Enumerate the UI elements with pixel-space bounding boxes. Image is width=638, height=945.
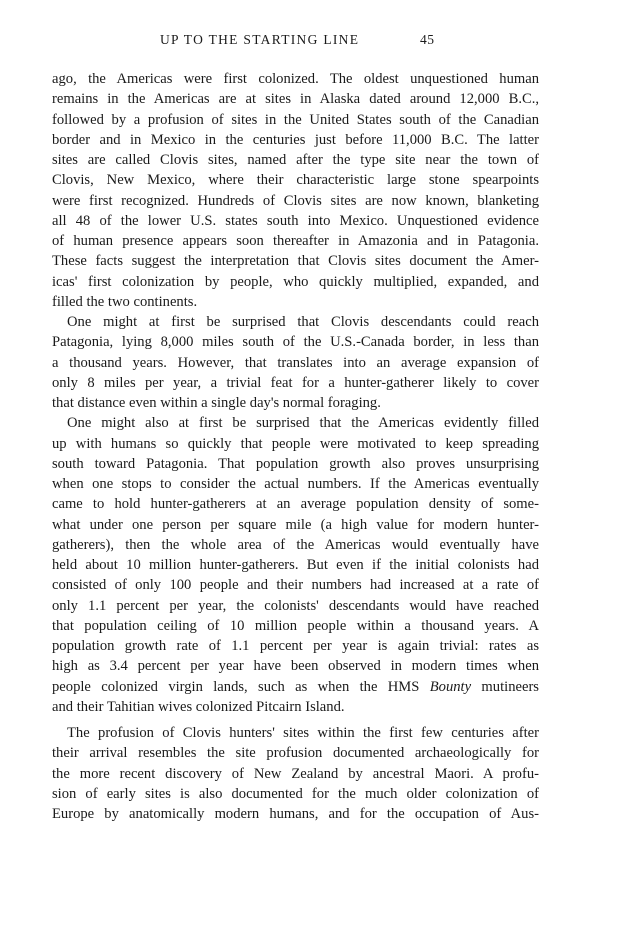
paragraph	[52, 69, 539, 312]
text-line: The profusion of Clovis hunters' sites within the first few centuries after	[67, 725, 539, 741]
text-line: all 48 of the lower U.S. states south into Mexico. Unquestioned evidence	[52, 212, 539, 229]
text-line: what under one person per square mile (a high value for modern hunter-	[52, 516, 539, 533]
text-segment: mutineers	[471, 678, 539, 695]
text-line: and their Tahitian wives colonized Pitcairn Island.	[52, 698, 345, 715]
text-line: the more recent discovery of New Zealand by ancestral Maori. A profu-	[52, 765, 539, 782]
text-line: that distance even within a single day's normal foraging.	[52, 395, 381, 411]
text-line: remains in the Americas are at sites in Alaska dated around 12,000 B.C.,	[52, 91, 539, 108]
text-line: when one stops to consider the actual numbers. If the Americas eventually	[52, 476, 539, 492]
running-head: UP TO THE STARTING LINE	[160, 32, 360, 47]
text-line: population growth rate of 1.1 percent per year is again trivial: rates as	[52, 638, 539, 654]
text-line: icas' first colonization by people, who quickly multiplied, expanded, and	[52, 273, 539, 290]
text-line: consisted of only 100 people and their numbers had increased at a rate of	[52, 577, 539, 594]
text-line: up with humans so quickly that people were motivated to keep spreading	[52, 435, 539, 452]
text-line: that population ceiling of 10 million people within a thousand years. A	[52, 617, 539, 634]
text-line: of human presence appears soon thereafter in Amazonia and in Patagonia.	[52, 233, 539, 249]
text-line: Patagonia, lying 8,000 miles south of the U.S.-Canada border, in less than	[52, 334, 539, 351]
text-line-with-italic	[52, 677, 539, 697]
text-line: held about 10 million hunter-gatherers. But even if the initial colonists had	[52, 557, 539, 573]
italic-ship-name: Bounty	[429, 678, 472, 695]
text-line: only 8 miles per year, a trivial feat for a hunter-gatherer likely to cover	[52, 374, 539, 391]
text-line: came to hold hunter-gatherers at an average population density of some-	[52, 496, 539, 513]
text-line: high as 3.4 percent per year have been observed in modern times when	[52, 658, 539, 675]
text-line: ago, the Americas were first colonized. The oldest unquestioned human	[52, 71, 539, 87]
text-line: followed by a profusion of sites in the United States south of the Canadian	[52, 111, 539, 128]
text-line: a thousand years. However, that translates into an average expansion of	[52, 354, 539, 371]
text-line: Europe by anatomically modern humans, and for the occupation of Aus-	[52, 806, 539, 822]
text-line: gatherers), then the whole area of the Americas would eventually have	[52, 536, 539, 553]
text-line: border and in Mexico in the centuries just before 11,000 B.C. The latter	[52, 131, 539, 148]
text-line: sites are called Clovis sites, named after the type site near the town of	[52, 152, 539, 168]
text-segment: people colonized virgin lands, such as when the HMS	[52, 678, 420, 695]
text-line: south toward Patagonia. That population growth also proves unsurprising	[52, 455, 539, 472]
text-line: only 1.1 percent per year, the colonists' descendants would have reached	[52, 597, 539, 614]
paragraph	[52, 723, 539, 824]
paragraph	[52, 312, 539, 413]
body-text	[52, 69, 539, 824]
text-line: These facts suggest the interpretation that Clovis sites document the Amer-	[52, 253, 539, 270]
text-line: One might also at first be surprised that the Americas evidently filled	[67, 415, 539, 432]
paragraph	[52, 413, 539, 717]
text-line: filled the two continents.	[52, 293, 198, 310]
page-number: 45	[420, 32, 435, 47]
text-line: their arrival resembles the site profusion documented archaeologically for	[52, 745, 539, 762]
text-line: Clovis, New Mexico, where their characteristic large stone spearpoints	[52, 172, 539, 189]
text-line: sion of early sites is also documented for the much older colonization of	[52, 785, 539, 802]
text-line: One might at first be surprised that Clovis descendants could reach	[67, 314, 539, 330]
text-line: were first recognized. Hundreds of Clovis sites are now known, blanketing	[52, 192, 539, 209]
